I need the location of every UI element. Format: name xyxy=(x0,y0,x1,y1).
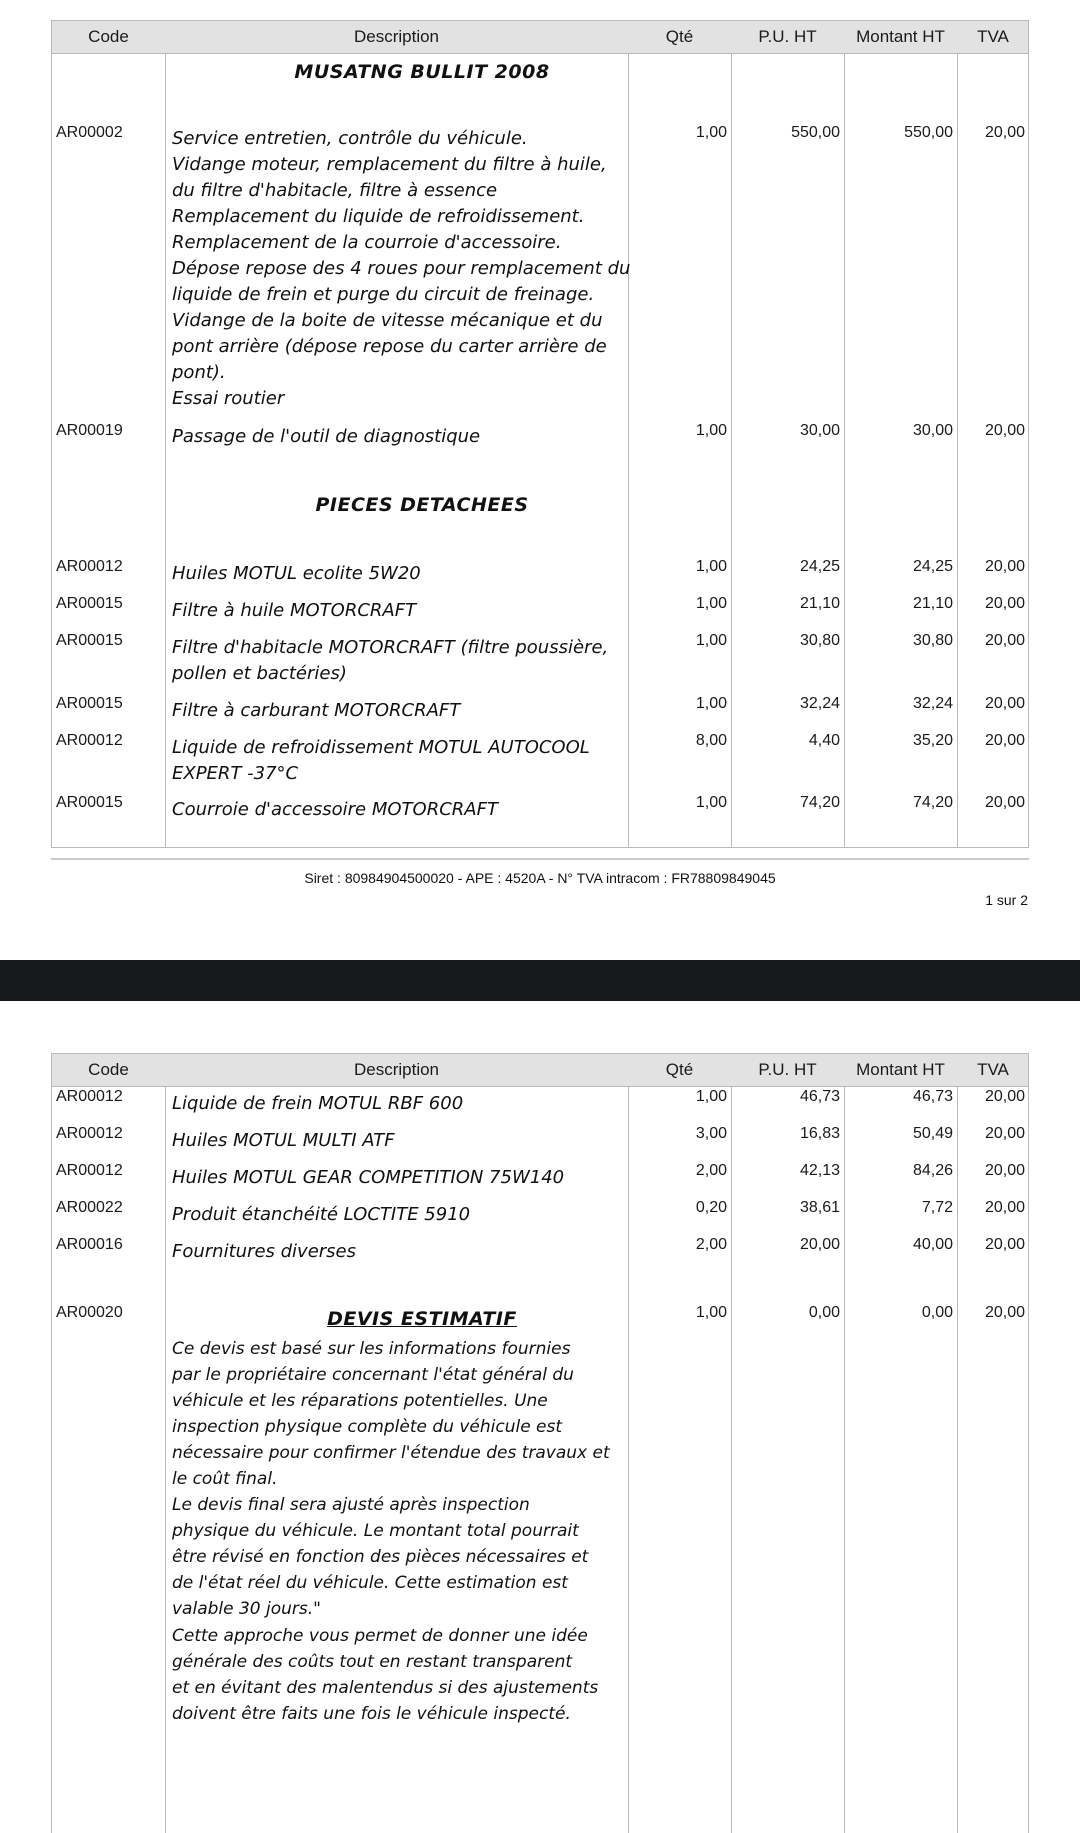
row-amount: 84,26 xyxy=(912,1162,953,1179)
estimate-paragraph-1: Ce devis est basé sur les informations fournies par le propriétaire concernant l'état général du véhicule et les réparations potentielles. Une inspection physique complète du véhicule est nécessaire pour confirmer l'étendue des travaux et le coût final. xyxy=(172,1339,610,1489)
row-vat: 20,00 xyxy=(984,558,1025,575)
items-table-page1 xyxy=(51,20,1029,848)
row-qty: 1,00 xyxy=(695,695,727,712)
row-vat: 20,00 xyxy=(984,794,1025,811)
row-code: AR00015 xyxy=(56,695,123,712)
row-unit-price: 38,61 xyxy=(799,1199,840,1216)
row-code: AR00020 xyxy=(56,1304,123,1321)
row-code: AR00012 xyxy=(56,558,123,575)
page-separator xyxy=(0,960,1080,1001)
row-amount: 46,73 xyxy=(912,1088,953,1105)
row-unit-price: 0,00 xyxy=(808,1304,840,1321)
header-description: Description xyxy=(353,27,440,46)
header-vat: TVA xyxy=(977,27,1009,46)
row-unit-price: 30,00 xyxy=(799,422,840,439)
table-header xyxy=(52,21,1028,54)
row-vat: 20,00 xyxy=(984,1162,1025,1179)
row-vat: 20,00 xyxy=(984,732,1025,749)
row-unit-price: 24,25 xyxy=(799,558,840,575)
table-header xyxy=(52,1054,1028,1087)
row-code: AR00015 xyxy=(56,595,123,612)
row-vat: 20,00 xyxy=(984,1125,1025,1142)
row-amount: 40,00 xyxy=(912,1236,953,1253)
row-amount: 35,20 xyxy=(912,732,953,749)
row-qty: 0,20 xyxy=(695,1199,727,1216)
row-unit-price: 16,83 xyxy=(799,1125,840,1142)
row-qty: 1,00 xyxy=(695,1304,727,1321)
row-description: Liquide de frein MOTUL RBF 600 xyxy=(172,1093,464,1114)
row-unit-price: 30,80 xyxy=(799,632,840,649)
row-description: Courroie d'accessoire MOTORCRAFT xyxy=(172,799,498,820)
row-amount: 24,25 xyxy=(912,558,953,575)
estimate-paragraph-2: Le devis final sera ajusté après inspection physique du véhicule. Le montant total pourrait être révisé en fonction des pièces nécessaires et de l'état réel du véhicule. Cette estimation est valable 30 jours." xyxy=(172,1495,589,1619)
row-amount: 32,24 xyxy=(912,695,953,712)
row-code: AR00012 xyxy=(56,732,123,749)
row-code: AR00012 xyxy=(56,1088,123,1105)
row-qty: 3,00 xyxy=(695,1125,727,1142)
estimate-heading: DEVIS ESTIMATIF xyxy=(327,1308,517,1330)
row-vat: 20,00 xyxy=(984,632,1025,649)
vehicle-title: MUSATNG BULLIT 2008 xyxy=(294,61,550,83)
row-code: AR00002 xyxy=(56,124,123,141)
row-qty: 8,00 xyxy=(695,732,727,749)
row-unit-price: 74,20 xyxy=(799,794,840,811)
header-unit-price: P.U. HT xyxy=(758,1060,817,1079)
row-unit-price: 46,73 xyxy=(799,1088,840,1105)
row-vat: 20,00 xyxy=(984,422,1025,439)
row-amount: 74,20 xyxy=(912,794,953,811)
row-amount: 0,00 xyxy=(921,1304,953,1321)
row-unit-price: 550,00 xyxy=(791,124,840,141)
row-code: AR00012 xyxy=(56,1162,123,1179)
row-vat: 20,00 xyxy=(984,595,1025,612)
row-vat: 20,00 xyxy=(984,1199,1025,1216)
header-amount: Montant HT xyxy=(856,1060,945,1079)
row-unit-price: 42,13 xyxy=(799,1162,840,1179)
row-code: AR00016 xyxy=(56,1236,123,1253)
row-qty: 1,00 xyxy=(695,794,727,811)
row-unit-price: 32,24 xyxy=(799,695,840,712)
header-code: Code xyxy=(88,27,129,46)
column-divider xyxy=(165,21,166,847)
row-amount: 30,00 xyxy=(912,422,953,439)
invoice-page-2 xyxy=(0,1001,1080,1818)
row-amount: 7,72 xyxy=(921,1199,953,1216)
section-heading-parts: PIECES DETACHEES xyxy=(315,494,529,516)
row-code: AR00022 xyxy=(56,1199,123,1216)
row-description: Huiles MOTUL GEAR COMPETITION 75W140 xyxy=(172,1167,565,1188)
row-description: Filtre d'habitacle MOTORCRAFT (filtre poussière, pollen et bactéries) xyxy=(172,637,609,684)
row-description: Filtre à huile MOTORCRAFT xyxy=(172,600,417,621)
header-qty: Qté xyxy=(665,1060,694,1079)
row-description: Filtre à carburant MOTORCRAFT xyxy=(172,700,461,721)
header-description: Description xyxy=(353,1060,440,1079)
row-description: Liquide de refroidissement MOTUL AUTOCOOL EXPERT -37°C xyxy=(172,737,590,784)
estimate-paragraph-3: Cette approche vous permet de donner une idée générale des coûts tout en restant transparent et en évitant des malentendus si des ajustements doivent être faits une fois le véhicule inspecté. xyxy=(172,1626,599,1724)
row-amount: 50,49 xyxy=(912,1125,953,1142)
row-qty: 1,00 xyxy=(695,595,727,612)
row-vat: 20,00 xyxy=(984,1236,1025,1253)
row-vat: 20,00 xyxy=(984,1088,1025,1105)
row-code: AR00019 xyxy=(56,422,123,439)
row-code: AR00015 xyxy=(56,632,123,649)
company-registration: Siret : 80984904500020 - APE : 4520A - N° TVA intracom : FR78809849045 xyxy=(304,870,776,886)
row-description: Passage de l'outil de diagnostique xyxy=(172,426,481,447)
row-amount: 21,10 xyxy=(912,595,953,612)
row-qty: 2,00 xyxy=(695,1162,727,1179)
header-amount: Montant HT xyxy=(856,27,945,46)
row-description: Fournitures diverses xyxy=(172,1241,357,1262)
row-qty: 1,00 xyxy=(695,422,727,439)
row-amount: 550,00 xyxy=(904,124,953,141)
header-qty: Qté xyxy=(665,27,694,46)
items-table-page2 xyxy=(51,1053,1029,1833)
row-description: Service entretien, contrôle du véhicule. Vidange moteur, remplacement du filtre à huile, du filtre d'habitacle, filtre à essence Remplacement du liquide de refroidissement. Remplacement de la courroie d'accessoire. Dépose repose des 4 roues pour remplacement du liquide de frein et purge du circuit de freinage. Vidange de la boite de vitesse mécanique et du pont arrière (dépose repose du carter arrière de pont). Essai routier xyxy=(172,128,631,409)
row-description: Huiles MOTUL ecolite 5W20 xyxy=(172,563,421,584)
page-number: 1 sur 2 xyxy=(985,892,1028,908)
header-unit-price: P.U. HT xyxy=(758,27,817,46)
row-unit-price: 20,00 xyxy=(799,1236,840,1253)
footer-rule xyxy=(51,858,1029,860)
row-description: Produit étanchéité LOCTITE 5910 xyxy=(172,1204,471,1225)
row-vat: 20,00 xyxy=(984,695,1025,712)
row-unit-price: 4,40 xyxy=(808,732,840,749)
row-amount: 30,80 xyxy=(912,632,953,649)
row-qty: 2,00 xyxy=(695,1236,727,1253)
row-vat: 20,00 xyxy=(984,1304,1025,1321)
row-qty: 1,00 xyxy=(695,632,727,649)
row-qty: 1,00 xyxy=(695,124,727,141)
header-code: Code xyxy=(88,1060,129,1079)
row-code: AR00012 xyxy=(56,1125,123,1142)
row-qty: 1,00 xyxy=(695,558,727,575)
row-code: AR00015 xyxy=(56,794,123,811)
row-description: Huiles MOTUL MULTI ATF xyxy=(172,1130,395,1151)
header-vat: TVA xyxy=(977,1060,1009,1079)
column-divider xyxy=(165,1054,166,1833)
row-vat: 20,00 xyxy=(984,124,1025,141)
row-unit-price: 21,10 xyxy=(799,595,840,612)
row-qty: 1,00 xyxy=(695,1088,727,1105)
